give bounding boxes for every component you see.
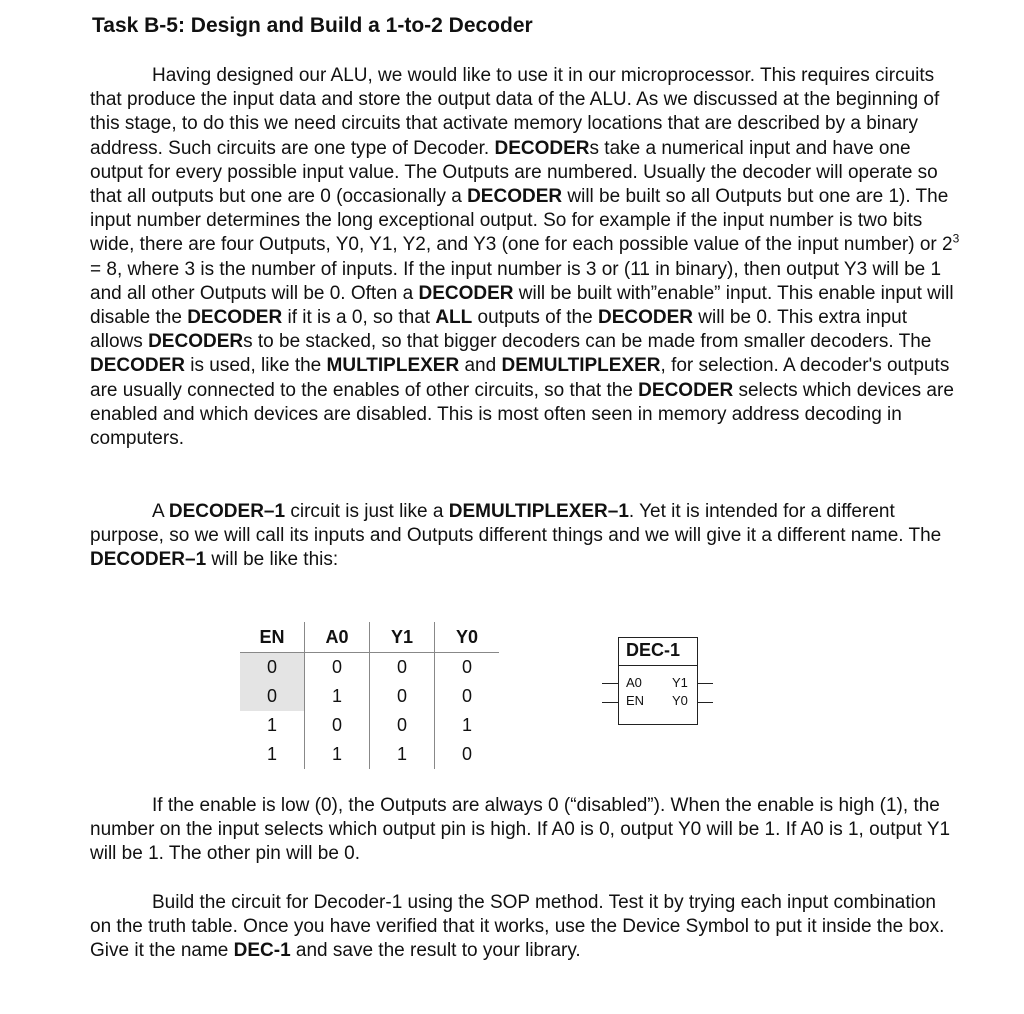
table-cell: 1 xyxy=(305,740,370,769)
device-symbol-name: DEC-1 xyxy=(626,640,681,660)
bold-term: DECODER xyxy=(148,331,244,353)
table-row xyxy=(240,740,499,769)
bold-term: DECODER–1 xyxy=(90,549,207,571)
pin-line-en xyxy=(602,702,618,703)
bold-term: DECODER xyxy=(494,137,590,159)
pin-line-a0 xyxy=(602,683,618,684)
table-cell: 0 xyxy=(435,740,500,769)
table-cell: 1 xyxy=(370,740,435,769)
decoder-description-paragraph xyxy=(90,500,960,573)
text-run: outputs of the xyxy=(472,307,598,329)
bold-term: DECODER xyxy=(90,355,186,377)
table-cell: 1 xyxy=(266,715,277,735)
table-cell: 0 xyxy=(370,682,435,711)
header-cell: EN xyxy=(240,622,305,653)
text-run: Having designed our ALU, we would like to use it in our microprocessor. This requires circuits that produce the input data and store the output data of the ALU. As we discussed at the beginning of this stage, to do this we need circuits that activate memory locations that are described by a binary address. Such circuits are one type of Decoder. xyxy=(90,65,940,159)
header-cell: A0 xyxy=(305,622,370,653)
text-run: and save the result to your library. xyxy=(290,940,581,962)
pin-label-a0: A0 xyxy=(626,675,642,690)
table-row xyxy=(240,653,499,683)
text-run: . Yet it is intended for a different purpose, so we will call its inputs and Outputs different things and we will give it a different name. The xyxy=(90,501,942,547)
text-run: and xyxy=(459,355,502,377)
text-run: , for selection. A decoder's outputs are usually connected to the enables of other circuits, so that the xyxy=(90,355,950,401)
header-cell: Y1 xyxy=(370,622,435,653)
header-cell: Y0 xyxy=(435,622,500,653)
task-title: Task B-5: Design and Build a 1-to-2 Decoder xyxy=(92,14,533,37)
pin-label-en: EN xyxy=(626,693,645,708)
bold-term: DECODER xyxy=(467,186,563,208)
text-run: s take a numerical input and have one output for every possible input value. The Outputs are numbered. Usually the decoder will operate so that all outputs but one are 0 (occasionally a xyxy=(90,137,938,208)
pin-label-y1: Y1 xyxy=(672,675,688,690)
pin-line-y1 xyxy=(697,683,713,684)
device-symbol xyxy=(590,632,730,732)
text-run: if it is a 0, so that xyxy=(282,307,436,329)
table-cell: 0 xyxy=(370,653,435,683)
table-cell: 0 xyxy=(370,711,435,740)
bold-term: DECODER xyxy=(418,282,514,304)
text-run: will be like this: xyxy=(206,549,339,571)
text-run: Build the circuit for Decoder-1 using the SOP method. Test it by trying each input combination on the truth table. Once you have verified that it works, use the Device Symbol to put it inside the box. Give it the name xyxy=(90,892,945,962)
bold-term: DECODER xyxy=(597,307,693,329)
table-cell: 1 xyxy=(435,711,500,740)
bold-term: DEMULTIPLEXER xyxy=(501,355,661,377)
table-cell: 0 xyxy=(305,653,370,683)
truth-table-header-row xyxy=(240,622,499,653)
table-row xyxy=(240,711,499,740)
text-run: circuit is just like a xyxy=(285,501,449,522)
device-symbol-divider xyxy=(618,665,697,666)
superscript: 3 xyxy=(952,232,960,247)
text-run: selects which devices are enabled and which devices are disabled. This is most often seen in memory address decoding in computers. xyxy=(90,379,954,450)
table-row xyxy=(240,682,499,711)
text-run: is used, like the xyxy=(185,355,327,377)
pin-line-y0 xyxy=(697,702,713,703)
bold-term: ALL xyxy=(435,307,473,329)
table-cell: 0 xyxy=(240,653,305,683)
table-cell: 1 xyxy=(266,744,277,764)
pin-label-y0: Y0 xyxy=(672,693,688,708)
text-run: s to be stacked, so that bigger decoders can be made from smaller decoders. The xyxy=(243,331,932,353)
bold-term: DECODER–1 xyxy=(168,501,286,522)
table-cell: 0 xyxy=(305,711,370,740)
bold-term: DECODER xyxy=(187,307,283,329)
text-run: will be built so all Outputs but one are 1). The input number determines the long exceptional output. So for example if the input number is two bits wide, there are four Outputs, Y0, Y1, Y2, and Y3 (one for each possible value of the input number) or 2 xyxy=(90,186,953,256)
table-cell: 1 xyxy=(305,682,370,711)
bold-term: MULTIPLEXER xyxy=(326,355,460,377)
instructions-paragraph xyxy=(90,891,960,964)
bold-term: DECODER xyxy=(638,379,734,401)
table-cell: 0 xyxy=(435,653,500,683)
text-run: will be built with”enable” input. This enable input will disable the xyxy=(90,282,954,329)
bold-term: DEMULTIPLEXER–1 xyxy=(448,501,629,522)
text-run: will be 0. This extra input allows xyxy=(90,307,908,353)
text-run: = 8, where 3 is the number of inputs. If the input number is 3 or (11 in binary), then output Y3 will be 1 and all other Outputs will be 0. Often a xyxy=(90,258,942,304)
truth-table xyxy=(240,622,499,769)
table-cell: 0 xyxy=(240,682,305,711)
enable-explanation-paragraph: If the enable is low (0), the Outputs are always 0 (“disabled”). When the enable is high (1), the number on the input selects which output pin is high. If A0 is 0, output Y0 will be 1. If A0 is 1, output Y1 will be 1. The other pin will be 0. xyxy=(90,795,951,865)
text-run: A xyxy=(152,501,169,522)
bold-term: DEC-1 xyxy=(233,940,291,962)
intro-paragraph xyxy=(90,64,960,451)
table-cell: 0 xyxy=(435,682,500,711)
